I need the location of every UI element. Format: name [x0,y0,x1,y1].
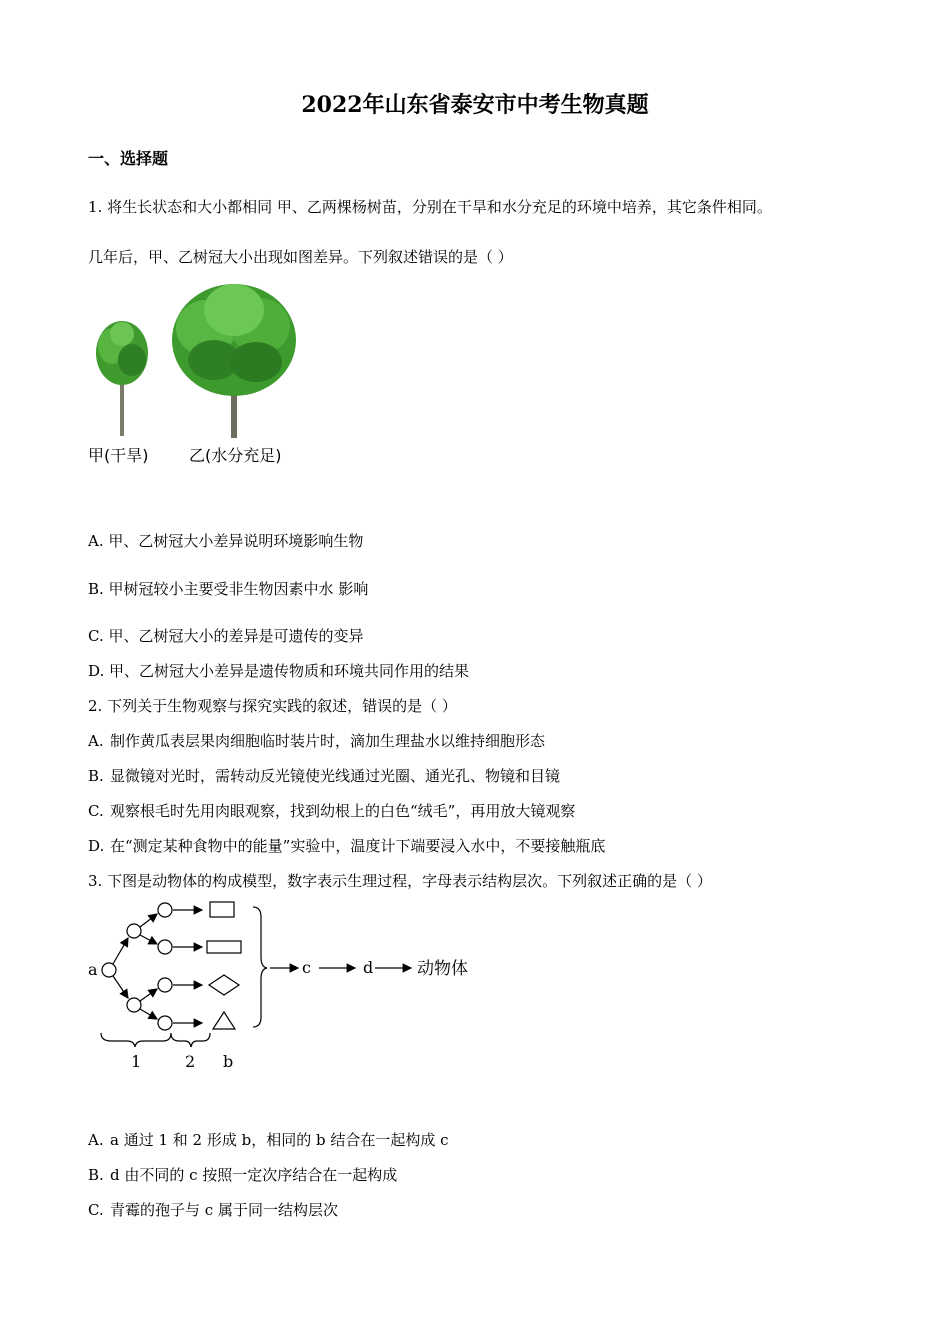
label-b: b [223,1052,234,1071]
option-label: C. [88,802,104,820]
q2-option-b [88,765,560,786]
q3-option-c [88,1199,338,1220]
option-label: D. [88,837,105,855]
large-tree [172,284,296,438]
q2-option-d [88,835,605,856]
section-heading: 一、选择题 [88,149,169,168]
option-text: 制作黄瓜表层果肉细胞临时装片时，滴加生理盐水以维持细胞形态 [110,732,546,750]
page-title: 2022年山东省泰安市中考生物真题 [301,92,649,118]
caption-tree-b: 乙(水分充足) [189,446,282,465]
option-label: B. [88,1166,104,1184]
q2-stem: 2. 下列关于生物观察与探究实践的叙述，错误的是（ ） [88,697,457,715]
option-label: B. [88,767,104,785]
q3-stem: 3. 下图是动物体的构成模型，数字表示生理过程，字母表示结构层次。下列叙述正确的是（ ） [88,872,712,890]
q3-option-a [88,1129,449,1150]
label-2: 2 [185,1052,196,1071]
q1-option-b: B. 甲树冠较小主要受非生物因素中水 影响 [88,580,369,598]
q1-option-d: D. 甲、乙树冠大小差异是遗传物质和环境共同作用的结果 [88,662,470,680]
q3-option-b [88,1164,397,1185]
option-text: 在“测定某种食物中的能量”实验中，温度计下端要浸入水中，不要接触瓶底 [110,837,606,855]
option-label: A. [88,732,104,750]
label-animal: 动物体 [417,959,468,979]
trees-figure [88,278,308,443]
small-tree [96,321,148,436]
label-c: c [302,958,311,977]
q1-option-a: A. 甲、乙树冠大小差异说明环境影响生物 [88,532,364,550]
caption-tree-a: 甲(干旱) [88,446,149,465]
label-a: a [88,960,98,979]
option-label: C. [88,1201,104,1219]
option-text: 青霉的孢子与 c 属于同一结构层次 [110,1201,338,1219]
cell-diagram [85,895,485,1080]
label-d: d [363,958,374,977]
option-text: a 通过 1 和 2 形成 b，相同的 b 结合在一起构成 c [110,1131,449,1149]
option-text: 显微镜对光时，需转动反光镜使光线通过光圈、通光孔、物镜和目镜 [110,767,561,785]
q1-stem-line2: 几年后，甲、乙树冠大小出现如图差异。下列叙述错误的是（ ） [88,248,513,266]
q2-option-a [88,730,545,751]
q1-option-c: C. 甲、乙树冠大小的差异是可遗传的变异 [88,627,364,645]
q1-stem-line1: 1. 将生长状态和大小都相同 甲、乙两棵杨树苗，分别在干旱和水分充足的环境中培养，其它条件相同。 [88,198,772,216]
q2-option-c [88,800,575,821]
label-1: 1 [131,1052,142,1071]
option-label: A. [88,1131,104,1149]
option-text: d 由不同的 c 按照一定次序结合在一起构成 [110,1166,398,1184]
option-text: 观察根毛时先用肉眼观察，找到幼根上的白色“绒毛”，再用放大镜观察 [110,802,576,820]
